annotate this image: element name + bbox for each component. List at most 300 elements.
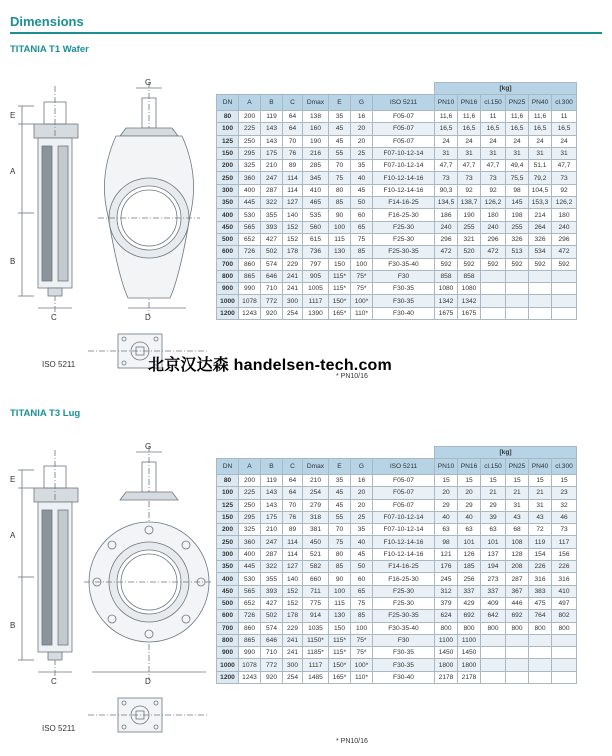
table-cell: 592	[552, 258, 577, 270]
table-cell: 772	[261, 295, 283, 307]
table-cell: 25	[351, 147, 373, 159]
col-cl150: cl.150	[481, 459, 506, 475]
table-cell: F07-10-12-14	[373, 160, 435, 172]
table-cell: 60	[351, 209, 373, 221]
table-cell: 710	[261, 647, 283, 659]
table-row	[217, 634, 577, 646]
table-cell: 285	[303, 160, 329, 172]
table-cell: 126,2	[552, 197, 577, 209]
col-c: C	[283, 459, 303, 475]
wafer-dimensions-table	[216, 82, 577, 320]
table-cell: F25-30	[373, 233, 435, 245]
table-cell: 2178	[458, 671, 481, 683]
table-cell: 198	[506, 209, 529, 221]
table-cell: 1005	[303, 283, 329, 295]
table-cell	[552, 270, 577, 282]
table-cell: 75	[351, 597, 373, 609]
table-cell: 692	[458, 610, 481, 622]
table-cell: 250	[239, 499, 261, 511]
table-cell: 75*	[351, 283, 373, 295]
table-cell: 256	[458, 573, 481, 585]
table-cell: 176	[435, 561, 458, 573]
table-cell: 16,5	[435, 123, 458, 135]
table-cell: 24	[506, 135, 529, 147]
table-cell: 143	[261, 499, 283, 511]
table-cell: 300	[283, 295, 303, 307]
table-cell: 20	[435, 487, 458, 499]
col-iso: ISO 5211	[373, 459, 435, 475]
label-d: D	[145, 313, 151, 322]
table-cell: 16,5	[506, 123, 529, 135]
table-cell: 115*	[329, 283, 351, 295]
table-cell: 764	[529, 610, 552, 622]
table-cell: 73	[552, 524, 577, 536]
table-cell: 150	[217, 511, 239, 523]
table-cell: 76	[283, 511, 303, 523]
table-cell: 316	[529, 573, 552, 585]
table-cell: 1390	[303, 307, 329, 319]
table-row	[217, 536, 577, 548]
table-cell	[529, 647, 552, 659]
table-row	[217, 561, 577, 573]
page-title: Dimensions	[10, 14, 84, 29]
table-row	[217, 283, 577, 295]
table-cell: 130	[329, 610, 351, 622]
table-cell: 800	[458, 622, 481, 634]
table-cell: 73	[552, 172, 577, 184]
table-cell: 800	[529, 622, 552, 634]
table-cell: 254	[283, 307, 303, 319]
table-cell: 80	[329, 548, 351, 560]
table-cell: 23	[552, 487, 577, 499]
table-cell: 70	[283, 135, 303, 147]
table-cell: 75	[329, 536, 351, 548]
table-cell: 652	[239, 233, 261, 245]
table-cell: F25-30-35	[373, 610, 435, 622]
table-cell: 240	[435, 221, 458, 233]
table-cell: 126	[458, 548, 481, 560]
table-cell: 1117	[303, 659, 329, 671]
table-cell: 800	[217, 270, 239, 282]
table-cell: 208	[506, 561, 529, 573]
table-cell: 726	[239, 246, 261, 258]
table-cell: 1117	[303, 295, 329, 307]
table-cell: 80	[217, 475, 239, 487]
table-cell: 322	[261, 197, 283, 209]
table-cell: 1000	[217, 295, 239, 307]
table-cell: 500	[217, 597, 239, 609]
table-cell: 247	[261, 172, 283, 184]
table-cell: 2178	[435, 671, 458, 683]
label-d: D	[145, 677, 151, 686]
table-cell: F07-10-12-14	[373, 524, 435, 536]
table-cell: 1080	[458, 283, 481, 295]
table-cell: 521	[303, 548, 329, 560]
col-g: G	[351, 95, 373, 111]
table-cell: 379	[435, 597, 458, 609]
table-cell: 39	[481, 511, 506, 523]
section-title-wafer: TITANIA T1 Wafer	[10, 44, 89, 55]
table-cell: 100	[217, 487, 239, 499]
table-cell: 11,6	[506, 111, 529, 123]
table-cell: 250	[239, 135, 261, 147]
table-cell: 214	[529, 209, 552, 221]
table-cell: 350	[217, 197, 239, 209]
table-cell: 582	[303, 561, 329, 573]
table-cell: 900	[217, 283, 239, 295]
table-cell: 615	[303, 233, 329, 245]
table-cell: 600	[217, 610, 239, 622]
table-cell: 64	[283, 487, 303, 499]
table-cell: 710	[261, 283, 283, 295]
table-cell: 287	[261, 184, 283, 196]
table-cell: 92	[458, 184, 481, 196]
table-cell: 445	[239, 561, 261, 573]
table-cell: 156	[552, 548, 577, 560]
table-cell: 40	[458, 511, 481, 523]
table-cell: 800	[481, 622, 506, 634]
table-row	[217, 511, 577, 523]
col-cl300: cl.300	[552, 95, 577, 111]
table-cell: 775	[303, 597, 329, 609]
table-cell: 85	[329, 197, 351, 209]
label-a: A	[10, 167, 16, 176]
table-cell: 264	[529, 221, 552, 233]
table-cell: 800	[435, 622, 458, 634]
col-pn40: PN40	[529, 459, 552, 475]
table-cell: 70	[329, 524, 351, 536]
table-cell: 216	[303, 147, 329, 159]
table-cell: 29	[458, 499, 481, 511]
table-cell: 47,7	[435, 160, 458, 172]
table-cell: 150	[329, 622, 351, 634]
table-cell: 152	[283, 221, 303, 233]
table-cell: 16,5	[529, 123, 552, 135]
table-cell: F30	[373, 270, 435, 282]
table-cell: 43	[529, 511, 552, 523]
table-cell: 273	[481, 573, 506, 585]
table-cell: 1485	[303, 671, 329, 683]
table-row	[217, 610, 577, 622]
table-cell: 50	[351, 197, 373, 209]
table-cell: 100	[351, 258, 373, 270]
table-cell: 472	[552, 246, 577, 258]
table-row	[217, 548, 577, 560]
table-cell: 175	[261, 511, 283, 523]
table-cell: F14-16-25	[373, 561, 435, 573]
table-cell: 502	[261, 246, 283, 258]
table-cell: 165*	[329, 307, 351, 319]
table-cell: 1200	[217, 671, 239, 683]
table-cell: 100	[329, 221, 351, 233]
table-row	[217, 671, 577, 683]
table-cell: 1078	[239, 659, 261, 671]
table-cell: 865	[239, 634, 261, 646]
weight-unit: [kg]	[435, 447, 577, 459]
table-cell: 119	[261, 111, 283, 123]
col-e: E	[329, 95, 351, 111]
table-cell: 337	[481, 585, 506, 597]
table-cell: 47,7	[552, 160, 577, 172]
table-cell: 296	[481, 233, 506, 245]
table-cell: 446	[506, 597, 529, 609]
table-cell: 326	[506, 233, 529, 245]
label-g: G	[145, 78, 152, 87]
table-cell: 200	[239, 475, 261, 487]
table-cell: 255	[458, 221, 481, 233]
table-cell: 75*	[351, 634, 373, 646]
table-cell: 55	[329, 511, 351, 523]
table-row	[217, 160, 577, 172]
table-cell: 355	[261, 209, 283, 221]
col-dmax: Dmax	[303, 95, 329, 111]
col-pn25: PN25	[506, 95, 529, 111]
table-cell: 85	[329, 561, 351, 573]
table-cell: 574	[261, 258, 283, 270]
table-cell: 1035	[303, 622, 329, 634]
table-cell: F05-07	[373, 111, 435, 123]
table-cell: 15	[481, 475, 506, 487]
table-cell: 296	[552, 233, 577, 245]
table-cell: 345	[303, 172, 329, 184]
table-cell: 565	[239, 221, 261, 233]
table-cell: 800	[552, 622, 577, 634]
table-cell	[529, 283, 552, 295]
table-cell: 210	[261, 524, 283, 536]
table-cell: 152	[283, 233, 303, 245]
table-cell: 72	[529, 524, 552, 536]
table-cell: 85	[351, 610, 373, 622]
table-cell: 240	[481, 221, 506, 233]
table-cell: 24	[552, 135, 577, 147]
table-cell: 21	[506, 487, 529, 499]
table-cell: 125	[217, 135, 239, 147]
table-cell: 660	[303, 573, 329, 585]
table-cell	[552, 295, 577, 307]
table-cell: 360	[239, 172, 261, 184]
table-cell: 150	[217, 147, 239, 159]
table-cell: 140	[283, 209, 303, 221]
table-cell: 92	[552, 184, 577, 196]
table-cell: 29	[435, 499, 458, 511]
table-cell: 143	[261, 123, 283, 135]
table-cell: 920	[261, 307, 283, 319]
table-cell: 110*	[351, 307, 373, 319]
table-cell: 1100	[435, 634, 458, 646]
table-row	[217, 221, 577, 233]
table-cell	[481, 659, 506, 671]
table-cell: 475	[529, 597, 552, 609]
footnote-wafer: * PN10/16	[336, 373, 368, 380]
col-pn16: PN16	[458, 95, 481, 111]
table-cell: 316	[552, 573, 577, 585]
table-cell	[481, 634, 506, 646]
table-cell: 65	[351, 221, 373, 233]
table-cell: 31	[458, 147, 481, 159]
table-cell: 152	[283, 585, 303, 597]
table-cell: 646	[261, 270, 283, 282]
table-cell: 16,5	[458, 123, 481, 135]
table-cell: 114	[283, 172, 303, 184]
table-cell: 150*	[329, 659, 351, 671]
table-cell: 858	[458, 270, 481, 282]
table-cell: 1800	[435, 659, 458, 671]
table-cell: 40	[435, 511, 458, 523]
table-row	[217, 487, 577, 499]
table-cell: 73	[481, 172, 506, 184]
table-cell: 143	[261, 487, 283, 499]
table-cell: 279	[303, 499, 329, 511]
table-cell: 150	[329, 258, 351, 270]
table-cell: 300	[217, 548, 239, 560]
table-cell: 700	[217, 622, 239, 634]
table-row	[217, 111, 577, 123]
table-cell: 11,6	[435, 111, 458, 123]
table-cell: F10-12-14-16	[373, 184, 435, 196]
table-cell: 143	[261, 135, 283, 147]
table-cell: 20	[351, 499, 373, 511]
table-cell: 140	[283, 573, 303, 585]
table-cell: 229	[283, 622, 303, 634]
table-cell: 200	[217, 524, 239, 536]
table-cell: 247	[261, 536, 283, 548]
table-cell: 114	[283, 536, 303, 548]
table-cell: 241	[283, 647, 303, 659]
table-cell: 409	[481, 597, 506, 609]
table-cell: F30-35	[373, 659, 435, 671]
table-cell: 114	[283, 548, 303, 560]
table-cell: 125	[217, 499, 239, 511]
table-cell: F07-10-12-14	[373, 511, 435, 523]
table-cell	[552, 634, 577, 646]
table-cell	[506, 671, 529, 683]
table-cell: 535	[303, 209, 329, 221]
table-cell: 450	[303, 536, 329, 548]
table-cell: 295	[239, 511, 261, 523]
table-cell: 865	[239, 270, 261, 282]
table-cell: 194	[481, 561, 506, 573]
col-dn: DN	[217, 459, 239, 475]
table-cell: 137	[481, 548, 506, 560]
table-cell: 1185*	[303, 647, 329, 659]
table-cell: 726	[239, 610, 261, 622]
table-cell: 350	[217, 561, 239, 573]
table-row	[217, 135, 577, 147]
label-a: A	[10, 531, 16, 540]
table-cell: 300	[283, 659, 303, 671]
table-cell	[506, 659, 529, 671]
table-cell: 1800	[458, 659, 481, 671]
table-cell: 100	[329, 585, 351, 597]
table-cell: 367	[506, 585, 529, 597]
table-cell: 80	[217, 111, 239, 123]
table-cell: 40	[351, 172, 373, 184]
table-cell: 565	[239, 585, 261, 597]
table-cell: 241	[283, 634, 303, 646]
table-row	[217, 233, 577, 245]
table-cell: 711	[303, 585, 329, 597]
table-cell: 24	[458, 135, 481, 147]
table-row	[217, 147, 577, 159]
footnote-lug: * PN10/16	[336, 738, 368, 745]
table-cell: 20	[351, 487, 373, 499]
table-cell: F25-30	[373, 221, 435, 233]
wafer-valve-drawing	[8, 76, 214, 376]
table-cell: 445	[239, 197, 261, 209]
table-cell: 15	[458, 475, 481, 487]
table-row	[217, 659, 577, 671]
table-cell	[529, 659, 552, 671]
table-cell: 190	[303, 135, 329, 147]
table-cell: 1675	[458, 307, 481, 319]
table-cell: 79,2	[529, 172, 552, 184]
table-cell: 51,1	[529, 160, 552, 172]
table-cell: 15	[506, 475, 529, 487]
table-cell: 858	[435, 270, 458, 282]
table-cell: 1078	[239, 295, 261, 307]
table-cell: 11	[481, 111, 506, 123]
table-cell: F30-35	[373, 283, 435, 295]
table-cell: 429	[458, 597, 481, 609]
table-cell: 45	[329, 487, 351, 499]
table-cell: 31	[435, 147, 458, 159]
table-row	[217, 647, 577, 659]
table-cell	[552, 307, 577, 319]
table-cell	[506, 283, 529, 295]
table-cell: 100	[217, 123, 239, 135]
col-pn16: PN16	[458, 459, 481, 475]
table-cell: 20	[351, 135, 373, 147]
table-cell: 225	[239, 123, 261, 135]
table-cell: 63	[458, 524, 481, 536]
table-cell: 45	[351, 184, 373, 196]
table-cell	[506, 634, 529, 646]
table-cell: 104,5	[529, 184, 552, 196]
table-cell: 400	[239, 548, 261, 560]
table-cell: 245	[435, 573, 458, 585]
table-cell: 502	[261, 610, 283, 622]
table-cell: 736	[303, 246, 329, 258]
lug-table-body	[217, 475, 577, 684]
table-cell: 130	[329, 246, 351, 258]
table-cell: 25	[351, 511, 373, 523]
lug-valve-drawing	[8, 440, 214, 740]
table-cell: 20	[351, 123, 373, 135]
table-cell: 145	[506, 197, 529, 209]
table-cell: 100*	[351, 295, 373, 307]
table-cell: 165*	[329, 671, 351, 683]
table-cell: 225	[239, 487, 261, 499]
table-cell: 240	[552, 221, 577, 233]
table-cell: 75	[351, 233, 373, 245]
table-cell: 50	[351, 561, 373, 573]
table-cell: 797	[303, 258, 329, 270]
table-row	[217, 573, 577, 585]
label-b: B	[10, 621, 16, 630]
table-cell	[552, 671, 577, 683]
col-cl150: cl.150	[481, 95, 506, 111]
table-cell: 1243	[239, 307, 261, 319]
table-cell: 101	[458, 536, 481, 548]
table-cell: 100	[351, 622, 373, 634]
table-cell: 592	[529, 258, 552, 270]
table-cell: 990	[239, 647, 261, 659]
table-cell: 46	[552, 511, 577, 523]
table-cell	[506, 307, 529, 319]
table-cell: 29	[481, 499, 506, 511]
table-cell: 126,2	[481, 197, 506, 209]
table-cell: 860	[239, 622, 261, 634]
